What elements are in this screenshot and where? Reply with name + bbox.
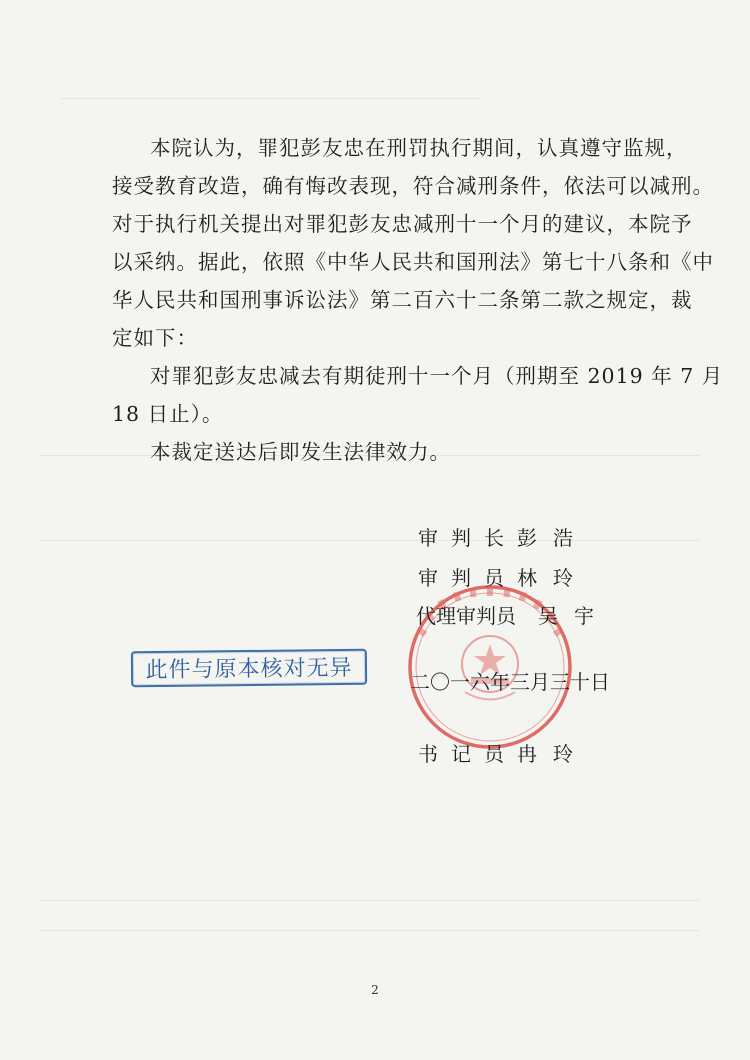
presiding-judge-title: 审判长: [418, 526, 517, 550]
clerk-title: 书记员: [418, 742, 517, 766]
ruling-line: 本院认为，罪犯彭友忠在刑罚执行期间，认真遵守监规，: [150, 136, 688, 160]
clerk-signature: [418, 738, 589, 767]
scan-artifact: [40, 540, 700, 541]
judge-name: 林玲: [517, 566, 589, 590]
copy-verification-stamp: 此件与原本核对无异: [131, 649, 367, 687]
legal-effect-statement: 本裁定送达后即发生法律效力。: [150, 440, 451, 464]
judge-title: 审判员: [418, 566, 517, 590]
ruling-line: 以采纳。据此，依照《中华人民共和国刑法》第七十八条和《中: [112, 250, 714, 274]
ruling-line: 定如下：: [112, 326, 198, 350]
judge-signature: [418, 562, 589, 591]
presiding-judge-signature: [418, 522, 589, 551]
scan-artifact: [40, 930, 700, 931]
acting-judge-signature: [416, 600, 610, 629]
acting-judge-title: 代理审判员: [416, 604, 516, 628]
decision-line: 对罪犯彭友忠减去有期徒刑十一个月（刑期至 2019 年 7 月: [150, 364, 724, 388]
ruling-line: 华人民共和国刑事诉讼法》第二百六十二条第二款之规定，裁: [112, 288, 693, 312]
scan-artifact: [60, 98, 480, 99]
ruling-date: 二〇一六年三月三十日: [410, 670, 610, 694]
scan-artifact: [40, 900, 700, 901]
page-number: 2: [371, 983, 379, 997]
decision-line: 18 日止）。: [112, 402, 224, 426]
acting-judge-name: 吴宇: [538, 604, 610, 628]
ruling-line: 接受教育改造，确有悔改表现，符合减刑条件，依法可以减刑。: [112, 174, 714, 198]
ruling-line: 对于执行机关提出对罪犯彭友忠减刑十一个月的建议，本院予: [112, 212, 693, 236]
clerk-name: 冉玲: [517, 742, 589, 766]
presiding-judge-name: 彭浩: [517, 526, 589, 550]
